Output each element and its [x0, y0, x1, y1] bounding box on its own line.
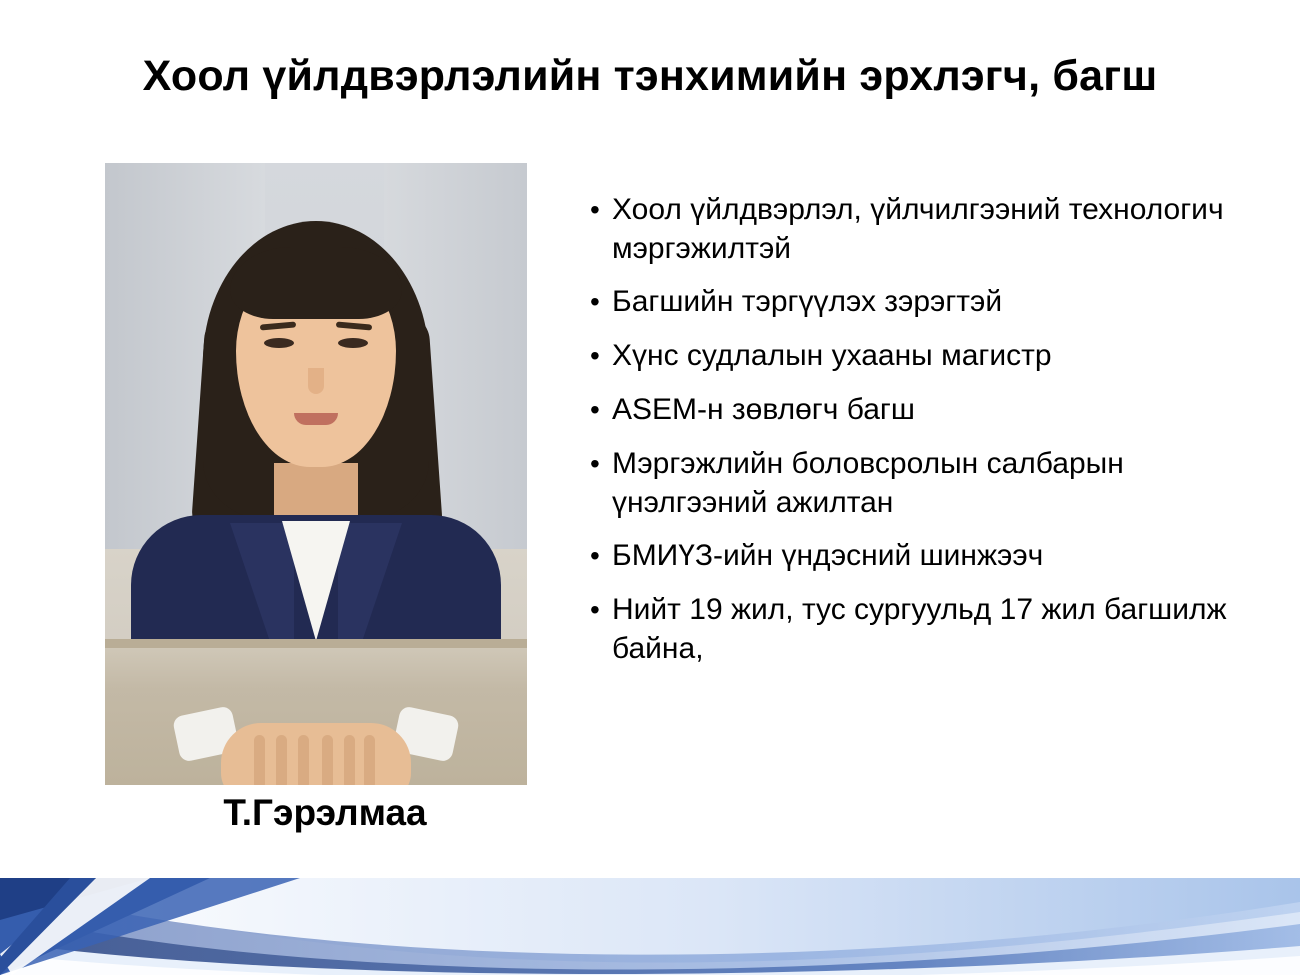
bullet-dot-icon: •: [590, 594, 600, 625]
mouth: [294, 413, 338, 425]
footer-decoration: [0, 858, 1300, 975]
list-item: [590, 444, 1250, 522]
finger: [364, 735, 375, 785]
list-item: [590, 536, 1250, 576]
list-item-label: Нийт 19 жил, тус сургуульд 17 жил багшилж байна,: [612, 593, 1227, 665]
finger: [322, 735, 333, 785]
list-item-label: Багшийн тэргүүлэх зэрэгтэй: [612, 285, 1003, 318]
list-item: [590, 390, 1250, 430]
list-item-label: БМИҮЗ-ийн үндэсний шинжээч: [612, 539, 1044, 572]
footer-wave-graphic: [0, 858, 1300, 975]
finger: [254, 735, 265, 785]
desk-edge: [105, 639, 527, 648]
page-title: Хоол үйлдвэрлэлийн тэнхимийн эрхлэгч, багш: [142, 52, 1158, 100]
bullet-list: [590, 190, 1250, 682]
portrait-photo: [105, 163, 527, 785]
list-item: [590, 190, 1250, 268]
photo-canvas: [105, 163, 527, 785]
portrait-caption-name: Т.Гэрэлмаа: [223, 792, 427, 833]
hands: [221, 723, 411, 785]
nose: [308, 368, 324, 394]
bullet-dot-icon: •: [590, 448, 600, 479]
finger: [298, 735, 309, 785]
hair-fringe: [230, 247, 402, 319]
eye-right: [338, 338, 368, 348]
list-item: [590, 590, 1250, 668]
eye-left: [264, 338, 294, 348]
bullet-dot-icon: •: [590, 286, 600, 317]
list-item-label: ASEM-н зөвлөгч багш: [612, 393, 915, 426]
list-item-label: Хүнс судлалын ухааны магистр: [612, 339, 1052, 372]
finger: [276, 735, 287, 785]
list-item-label: Мэргэжлийн боловсролын салбарын үнэлгээний ажилтан: [612, 447, 1124, 519]
finger: [344, 735, 355, 785]
bullet-dot-icon: •: [590, 540, 600, 571]
list-item: [590, 282, 1250, 322]
bullet-dot-icon: •: [590, 340, 600, 371]
bullet-dot-icon: •: [590, 194, 600, 225]
list-item-label: Хоол үйлдвэрлэл, үйлчилгээний технологич мэргэжилтэй: [612, 193, 1224, 265]
bullet-dot-icon: •: [590, 394, 600, 425]
list-item: [590, 336, 1250, 376]
